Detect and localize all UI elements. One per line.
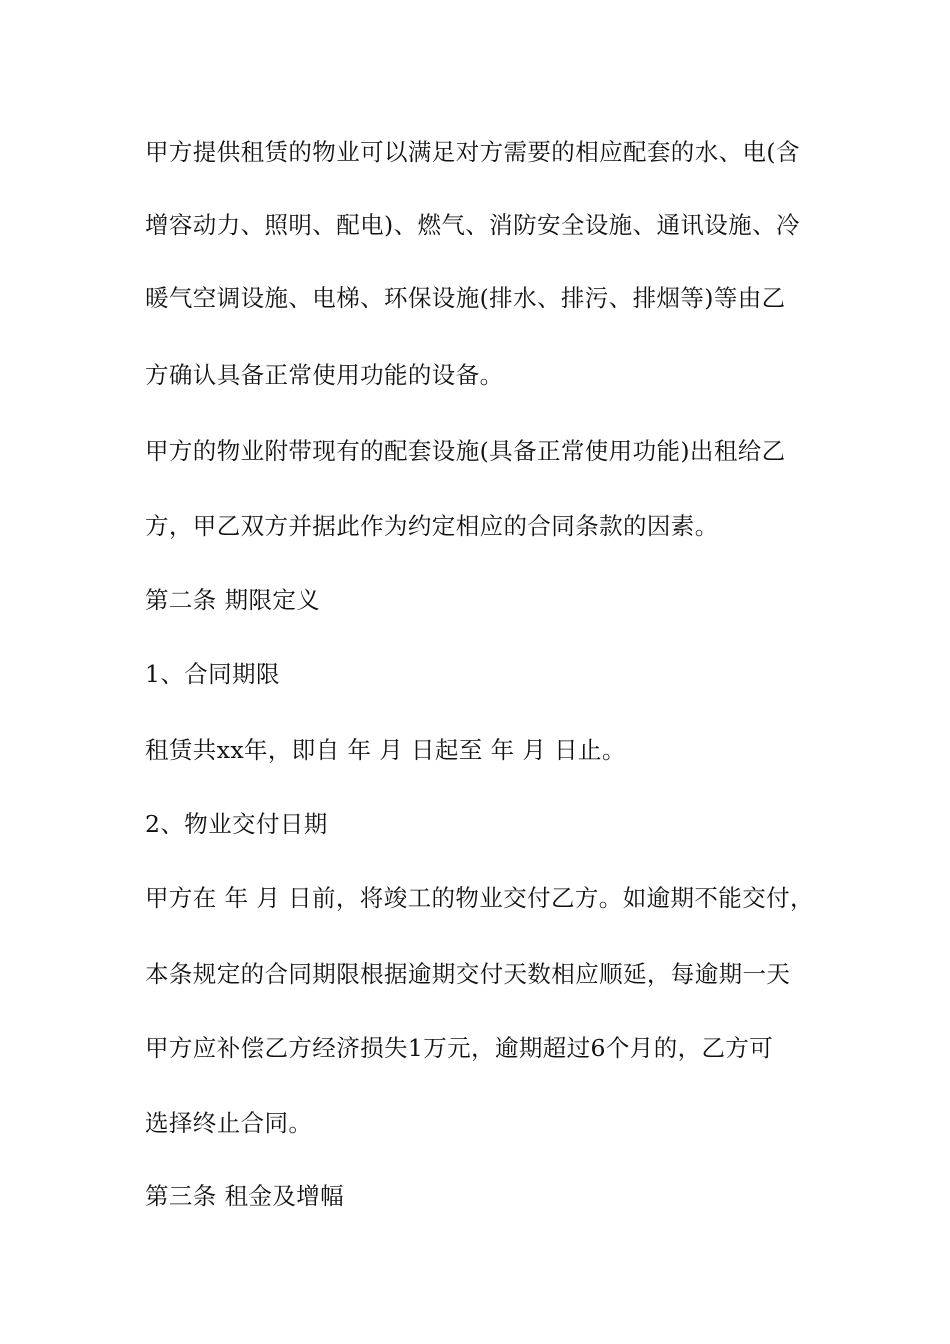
- paragraph-line: 方，甲乙双方并据此作为约定相应的合同条款的因素。: [145, 512, 719, 540]
- subsection-heading: 2、物业交付日期: [145, 810, 328, 838]
- section-heading: 第二条 期限定义: [145, 586, 321, 614]
- paragraph-line: 暖气空调设施、电梯、环保设施(排水、排污、排烟等)等由乙: [145, 284, 786, 312]
- paragraph-line: 本条规定的合同期限根据逾期交付天数相应顺延，每逾期一天: [145, 960, 791, 988]
- paragraph-line: 方确认具备正常使用功能的设备。: [145, 361, 504, 389]
- paragraph-line: 租赁共xx年，即自 年 月 日起至 年 月 日止。: [145, 736, 626, 764]
- subsection-heading: 1、合同期限: [145, 660, 280, 688]
- paragraph-line: 甲方提供租赁的物业可以满足对方需要的相应配套的水、电(含: [145, 138, 800, 166]
- paragraph-line: 选择终止合同。: [145, 1109, 313, 1137]
- paragraph-line: 甲方在 年 月 日前，将竣工的物业交付乙方。如逾期不能交付，: [145, 884, 814, 912]
- paragraph-line: 甲方的物业附带现有的配套设施(具备正常使用功能)出租给乙: [145, 437, 786, 465]
- section-heading: 第三条 租金及增幅: [145, 1182, 345, 1210]
- paragraph-line: 增容动力、照明、配电)、燃气、消防安全设施、通讯设施、冷: [145, 211, 800, 239]
- paragraph-line: 甲方应补偿乙方经济损失1万元，逾期超过6个月的，乙方可: [145, 1034, 774, 1062]
